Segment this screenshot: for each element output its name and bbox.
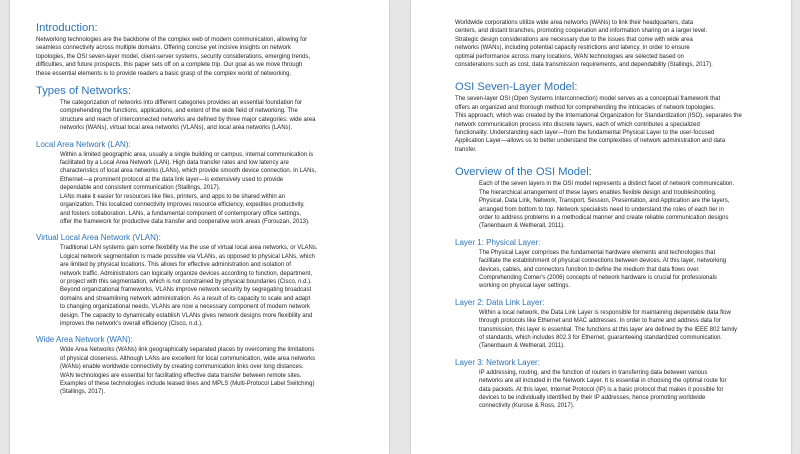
heading-layer3: Layer 3: Network Layer: [455,357,540,367]
heading-types-of-networks: Types of Networks: [36,85,132,98]
text-line: offer the framework for productive data transfer and cooperative work areas (Forouzan, 2013). [60,218,310,225]
paragraph-types-of-networks [36,99,375,133]
heading-layer1: Layer 1: Physical Layer: [455,237,541,247]
text-line: network communication process into discrete layers, each of which contributes a specialized [455,121,700,128]
heading-wan: Wide Area Network (WAN): [36,335,133,345]
text-line: domains and streamlining network administration. As a result of its capacity to scale and adapt [60,295,311,302]
paragraph-layer2 [455,309,777,351]
text-line: and fosters collaboration. LANs, a fundamental component of contemporary office settings, [60,210,302,217]
text-line: Examples of these technologies include leased lines and MPLS (Multi-Protocol Label Switching) [60,381,315,387]
heading-osi-seven-layer-model: OSI Seven-Layer Model: [455,81,578,94]
text-line: Logical network segmentation is made possible via VLANs, as opposed to physical LANs, which [60,253,315,260]
heading-overview-osi: Overview of the OSI Model: [455,166,592,179]
text-line: The categorization of networks into different categories provides an essential foundation for [60,100,303,107]
text-line: of standards, which includes 802.3 for Ethernet, guaranteeing standardized communication. [479,334,723,341]
text-line: through protocols like Ethernet and MAC addresses. In order to frame and address data for [479,318,721,325]
text-line: of physical closeness. Although LANs are excellent for local communication, wide area networks [60,355,316,362]
paragraph-wan-continued [455,19,777,69]
text-line: design. The capacity to dynamically establish VLANs gives network designs more flexibility and [60,312,313,319]
text-line: to changing organizational needs, VLANs are now a necessary component of modern network [60,304,310,311]
text-line: The hierarchical arrangement of these layers enables flexible design and troubleshooting. [479,189,717,196]
text-line: network traffic. Administrators can logically organize devices according to function, department, [60,270,313,277]
text-line: connectivity (Kurose & Ross, 2017). [479,403,575,410]
text-line: functionality. Understanding each layer—from the fundamental Physical Layer to the user-focused [455,130,715,137]
text-line: devices, cables, and connectors function to define the medium that data flows over. [479,266,700,273]
text-line: This approach, which was created by the International Organization for Standardization (ISO), separates the [455,113,742,120]
text-line: Strategic design considerations are necessary due to the issues that come with wide area [455,36,693,43]
heading-lan: Local Area Network (LAN): [36,139,131,149]
text-line: Application Layer—allows us to better understand the complexities of network administration and data [455,138,726,145]
text-line: transfer. [455,146,477,153]
text-line: are limited by physical locations. This allows for effective administration and isolation of [60,262,291,269]
text-line: optimal performance across many locations, WAN technologies are selected based on [455,53,684,60]
text-line: Ethernet—a prominent protocol at the data link layer—is extensively used to provide [60,176,284,183]
text-line: LANs make it easier for resources like files, printers, and apps to be shared within an [60,193,286,200]
paragraph-layer1 [455,249,777,291]
text-line: WAN technologies are essential for facilitating effective data transfer between remote sites. [60,372,302,379]
text-line: Comprehending Comer's (2006) concepts of network hardware is crucial for professionals [479,274,717,281]
paragraph-lan [36,151,375,227]
text-line: networks (WANs), including potential capacity restrictions and latency. In order to ensure [455,45,690,52]
text-line: difficulties, and future prospects, this paper sets off on a complete trip. Our goal as we move through [36,62,303,69]
text-line: data packets. At this layer, Internet Protocol (IP) is a basic protocol that makes it possible for [479,386,724,393]
text-line: dependable and consistent communication (Stallings, 2017). [60,185,221,192]
text-line: improves the network's overall efficiency (Cisco, n.d.). [60,320,203,327]
text-line: Networking technologies are the backbone of the complex web of modern communication, allowing for [36,37,308,43]
text-line: Within a limited geographic area, usually a single building or campus, internal communication is [60,151,314,158]
text-line: Wide Area Networks (WANs) link geographically separated places by overcoming the limitations [60,347,315,354]
text-line: characteristics of local area networks (LANs), which provide smooth device connection. In LANs, [60,168,317,175]
heading-introduction: Introduction: [36,22,98,34]
text-line: (Tanenbaum & Wetherall, 2011). [479,343,565,350]
text-line: transmission, this layer is essential. The functions at this layer are defined by the IEEE 802 family [479,326,738,333]
paragraph-layer3 [455,369,777,411]
text-line: (Stallings, 2017). [60,389,106,396]
paragraph-overview-osi [455,180,777,230]
text-line: or project with this segmentation, which is not constrained by physical boundaries (Cisco, n.d.). [60,278,312,285]
text-line: devices to be individually identified by their IP addresses, hence promoting worldwide [479,395,706,401]
paragraph-introduction [36,36,375,78]
text-line: facilitate the establishment of physical connections between devices. At this layer, networking [479,258,727,265]
paragraph-vlan [36,244,375,328]
text-line: seamless connectivity across multiple domains. Offering concise yet incisive insights on network [36,45,291,52]
text-line: Each of the seven layers in the OSI model represents a distinct facet of network communication. [479,181,735,188]
text-line: networks (WANs), virtual local area networks (VLANs), and local area networks (LANs). [60,125,293,132]
text-line: (WANs) enable worldwide connectivity by creating communication links over long distances. [60,364,304,371]
text-line: IP addressing, routing, and the function of routers in transferring data between various [479,369,708,376]
paragraph-wan [36,346,375,396]
text-line: Worldwide corporations utilize wide area networks (WANs) to link their headquarters, data [455,20,694,26]
document-page-left [10,0,389,454]
text-line: considerations such as cost, data transmission requirements, and dependability (Stallings, 2017). [455,62,713,69]
text-line: facilitated by a Local Area Network (LAN). High data transfer rates and low latency are [60,160,289,167]
text-line: comprehending the functions, applications, and extent of the wide field of networking. The [60,108,298,115]
text-line: these essential elements is to provide readers a basic grasp of the complex world of networking. [36,70,292,77]
text-line: Beyond organizational frameworks, VLANs improve network security by segregating broadcast [60,287,312,294]
document-page-right [411,0,791,454]
text-line: Within a local network, the Data Link Layer is responsible for maintaining dependable data flow [479,309,731,316]
text-line: order to address problems in a methodical manner and create reliable communication designs [479,214,729,221]
text-line: Physical, Data Link, Network, Transport, Session, Presentation, and Application are the layers, [479,198,730,205]
text-line: topologies, the OSI seven-layer model, client-server systems, security considerations, emerging trends, [36,53,311,60]
text-line: structure and reach of interconnected networks are defined by three major categories: wide area [60,116,316,123]
paragraph-osi-seven-layer-model [455,95,777,154]
text-line: Traditional LAN systems gain some flexibility via the use of virtual local area networks, or VLANs. [60,245,318,252]
text-line: The seven-layer OSI (Open Systems Interconnection) model serves as a conceptual framework that [455,96,721,103]
text-line: working on physical layer settings. [479,283,571,290]
text-line: The Physical Layer comprises the fundamental hardware elements and technologies that [479,249,716,256]
text-line: centers, and distant branches, promoting cooperation and information sharing on a larger level. [455,28,708,35]
heading-vlan: Virtual Local Area Network (VLAN): [36,233,161,243]
heading-layer2: Layer 2: Data Link Layer: [455,297,545,307]
text-line: offers an organized and thorough method for comprehending the intricacies of network topologies. [455,104,716,111]
text-line: arranged from bottom to top. Network specialists need to understand the roles of each tier in [479,206,724,213]
text-line: organization. This localized connectivity improves resource efficiency, expedites productivity, [60,202,305,209]
text-line: networks are all included in the Network Layer. It is essential in choosing the optimal route for [479,378,727,385]
text-line: (Tanenbaum & Wetherall, 2011). [479,223,565,230]
